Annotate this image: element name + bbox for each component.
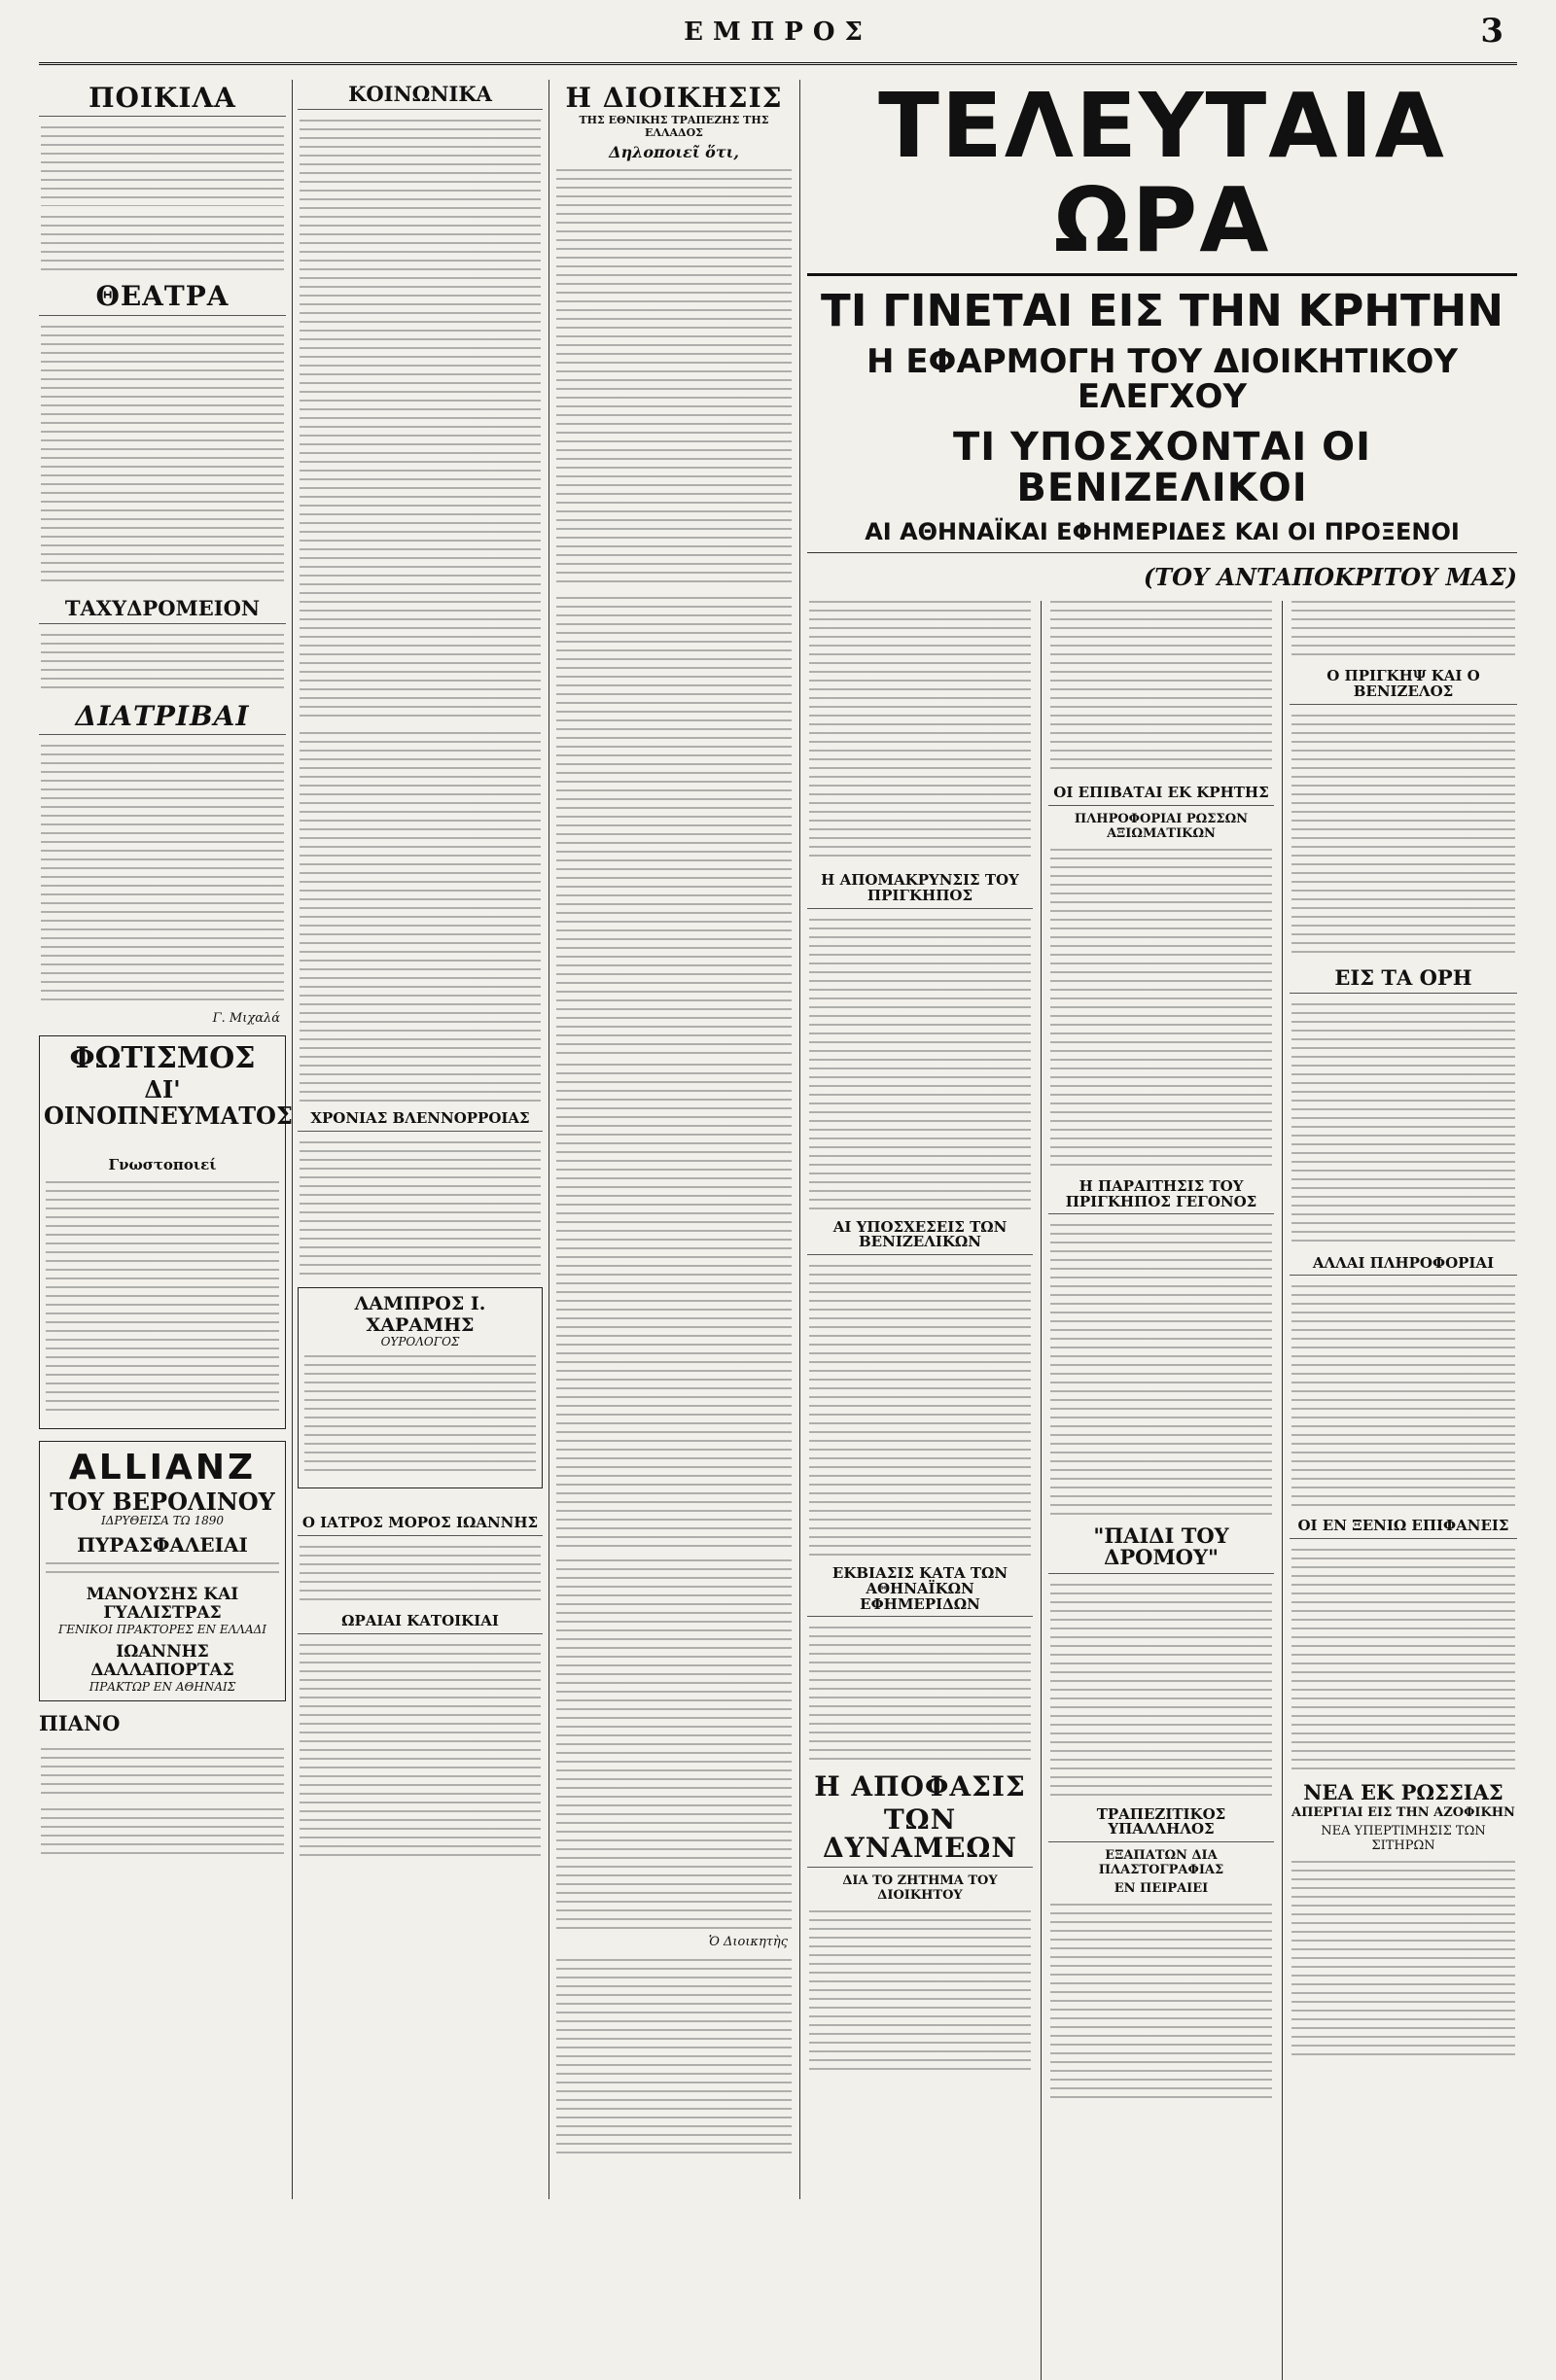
article-body	[1050, 1584, 1272, 1798]
article-body	[1050, 849, 1272, 1170]
article-body	[1291, 715, 1515, 958]
ad-title: ΦΩΤΙΣΜΟΣ	[69, 1041, 256, 1076]
section-heading-poikila: ΠΟΙΚΙΛΑ	[39, 84, 286, 117]
section-subheading: ΠΛΗΡΟΦΟΡΙΑΙ ΡΩΣΣΩΝ ΑΞΙΩΜΑΤΙΚΩΝ	[1074, 811, 1249, 841]
ad-body	[46, 1181, 279, 1413]
article-body	[300, 120, 541, 722]
ad-agent-2-sub: ΠΡΑΚΤΩΡ ΕΝ ΑΘΗΝΑΙΣ	[88, 1679, 236, 1694]
xaramis-advertisement	[298, 1287, 543, 1488]
section-heading-apofasis: Η ΑΠΟΦΑΣΙΣ	[814, 1770, 1026, 1803]
article-signature: Γ. Μιχαλά	[212, 1011, 280, 1027]
column-rule	[548, 80, 549, 2199]
article-body	[556, 169, 792, 587]
section-heading-allai: ΑΛΛΑΙ ΠΛΗΡΟΦΟΡΙΑΙ	[1290, 1256, 1517, 1277]
article-body	[41, 216, 284, 272]
section-heading-nea: ΝΕΑ ΕΚ ΡΩΣΣΙΑΣ	[1303, 1780, 1503, 1805]
ad-brand: ALLIANZ	[68, 1448, 257, 1488]
section-heading-epivatai: ΟΙ ΕΠΙΒΑΤΑΙ ΕΚ ΚΡΗΤΗΣ	[1048, 786, 1274, 806]
lead-column-2	[1048, 601, 1274, 2380]
section-subheading: ΤΗΣ ΕΘΝΙΚΗΣ ΤΡΑΠΕΖΗΣ ΤΗΣ ΕΛΛΑΔΟΣ	[579, 114, 769, 140]
article-body	[556, 597, 792, 1054]
lead-byline: (ΤΟΥ ΑΝΤΑΠΟΚΡΙΤΟΥ ΜΑΣ)	[1143, 563, 1517, 591]
section-heading-dioikisis: Η ΔΙΟΙΚΗΣΙΣ	[565, 82, 783, 114]
column-rule	[1282, 601, 1283, 2380]
ad-agents: ΜΑΝΟΥΣΗΣ ΚΑΙ ΓΥΑΛΙΣΤΡΑΣ	[86, 1584, 239, 1624]
ad-name: ΛΑΜΠΡΟΣ Ι. ΧΑΡΑΜΗΣ	[354, 1292, 486, 1336]
article-body	[1291, 1003, 1515, 1246]
ad-title: ΟΥΡΟΛΟΓΟΣ	[380, 1335, 460, 1349]
lead-columns	[807, 601, 1517, 2380]
article-body	[1291, 1549, 1515, 1772]
ad-announcement: Γνωστοποιεί	[108, 1155, 217, 1173]
allianz-advertisement	[39, 1441, 286, 1701]
section-heading-paraitisis: Η ΠΑΡΑΙΤΗΣΙΣ ΤΟΥ ΠΡΙΓΚΗΠΟΣ ΓΕΓΟΝΟΣ	[1048, 1179, 1274, 1215]
article-body	[300, 732, 541, 1102]
article-body	[809, 1910, 1031, 2076]
section-heading-taxydromeion: ΤΑΧΥΔΡΟΜΕΙΟΝ	[39, 598, 286, 624]
section-heading-trapezikos: ΤΡΑΠΕΖΙΤΙΚΟΣ ΥΠΑΛΛΗΛΟΣ	[1048, 1807, 1274, 1843]
fotismos-advertisement	[39, 1035, 293, 1429]
article-signature: Ὁ Διοικητὴς	[708, 1935, 788, 1950]
masthead	[39, 8, 1517, 65]
ad-agents-sub: ΓΕΝΙΚΟΙ ΠΡΑΚΤΟΡΕΣ ΕΝ ΕΛΛΑΔΙ	[57, 1623, 267, 1637]
classified-body	[556, 1959, 792, 2153]
article-body	[1291, 1285, 1515, 1509]
lead-subheadline: Η ΕΦΑΡΜΟΓΗ ΤΟΥ ΔΙΟΙΚΗΤΙΚΟΥ ΕΛΕΓΧΟΥ	[866, 342, 1458, 417]
lead-column-1	[807, 601, 1033, 2380]
ad-body	[46, 1562, 279, 1576]
ad-city: ΤΟΥ ΒΕΡΟΛΙΝΟΥ	[50, 1487, 275, 1516]
ad-subtitle: ΔΙ' ΟΙΝΟΠΝΕΥΜΑΤΟΣ	[44, 1074, 293, 1131]
classified-piano: ΠΙΑΝΟ	[39, 1710, 121, 1735]
column-rule	[292, 80, 293, 2199]
column-2	[298, 80, 543, 2199]
ad-founded: ΙΔΡΥΘΕΙΣΑ ΤΩ 1890	[100, 1514, 224, 1528]
article-body	[809, 1265, 1031, 1557]
section-heading-ori: ΕΙΣ ΤΑ ΟΡΗ	[1290, 967, 1517, 994]
lead-banner: ΤΕΛΕΥΤΑΙΑ ΩΡΑ	[807, 80, 1517, 276]
section-heading-prigkips: Ο ΠΡΙΓΚΗΨ ΚΑΙ Ο ΒΕΝΙΖΕΛΟΣ	[1290, 669, 1517, 705]
article-body	[1050, 601, 1272, 776]
article-body	[41, 634, 284, 692]
ad-type: ΠΥΡΑΣΦΑΛΕΙΑΙ	[77, 1532, 248, 1557]
article-body	[556, 1064, 792, 1550]
section-heading-diatrivai: ΔΙΑΤΡΙΒΑΙ	[39, 702, 286, 735]
section-lead: Δηλοποιεῖ ὅτι,	[609, 143, 739, 162]
section-heading-xenoi: ΟΙ ΕΝ ΞΕΝΙΩ ΕΠΙΦΑΝΕΙΣ	[1290, 1519, 1517, 1539]
article-body	[1291, 1861, 1515, 2055]
article-body	[41, 326, 284, 588]
article-body	[1050, 1224, 1272, 1516]
section-heading-theatra: ΘΕΑΤΡΑ	[39, 282, 286, 315]
article-body	[300, 1141, 541, 1278]
column-1	[39, 80, 293, 2199]
section-subheading: ΕΞΑΠΑΤΩΝ ΔΙΑ ΠΛΑΣΤΟΓΡΑΦΙΑΣ	[1098, 1848, 1224, 1878]
classified-body	[41, 1748, 284, 1799]
lead-headline: ΤΙ ΓΙΝΕΤΑΙ ΕΙΣ ΤΗΝ ΚΡΗΤΗΝ	[821, 285, 1503, 337]
article-body	[41, 126, 284, 206]
newspaper-title: ΕΜΠΡΟΣ	[684, 18, 872, 47]
classified-body	[41, 1808, 284, 1857]
lead-story	[807, 74, 1517, 2199]
column-rule	[1041, 601, 1042, 2380]
lead-column-3	[1290, 601, 1517, 2380]
section-subheading: ΕΝ ΠΕΙΡΑΙΕΙ	[1114, 1881, 1209, 1897]
article-body	[300, 1644, 541, 1858]
column-rule	[799, 80, 800, 2199]
article-body	[41, 745, 284, 1005]
article-body	[300, 1546, 541, 1604]
article-body	[1291, 601, 1515, 659]
section-subheading: ΝΕΑ ΥΠΕΡΤΙΜΗΣΙΣ ΤΩΝ ΣΙΤΗΡΩΝ	[1321, 1824, 1486, 1854]
article-body	[809, 919, 1031, 1210]
ad-agent-2: ΙΩΑΝΝΗΣ ΔΑΛΛΑΠΟΡΤΑΣ	[90, 1641, 234, 1681]
section-heading-koinonika: ΚΟΙΝΩΝΙΚΑ	[298, 84, 543, 110]
section-heading-ekviasis: ΕΚΒΙΑΣΙΣ ΚΑΤΑ ΤΩΝ ΑΘΗΝΑΪΚΩΝ ΕΦΗΜΕΡΙΔΩΝ	[807, 1566, 1033, 1617]
section-heading-apofasis-2: ΤΩΝ ΔΥΝΑΜΕΩΝ	[807, 1805, 1033, 1868]
article-body	[809, 601, 1031, 863]
section-heading-apomakrynsis: Η ΑΠΟΜΑΚΡΥΝΣΙΣ ΤΟΥ ΠΡΙΓΚΗΠΟΣ	[807, 873, 1033, 909]
section-heading-paidi: "ΠΑΙΔΙ ΤΟΥ ΔΡΟΜΟΥ"	[1048, 1525, 1274, 1573]
column-3	[554, 80, 794, 2199]
ad-body	[304, 1355, 536, 1472]
lead-subheadline: ΑΙ ΑΘΗΝΑΪΚΑΙ ΕΦΗΜΕΡΙΔΕΣ ΚΑΙ ΟΙ ΠΡΟΞΕΝΟΙ	[807, 520, 1517, 553]
article-body	[556, 1559, 792, 1929]
section-heading-yposxeseis: ΑΙ ΥΠΟΣΧΕΣΕΙΣ ΤΩΝ ΒΕΝΙΖΕΛΙΚΩΝ	[807, 1220, 1033, 1256]
lead-subheadline: ΤΙ ΥΠΟΣΧΟΝΤΑΙ ΟΙ ΒΕΝΙΖΕΛΙΚΟΙ	[952, 424, 1372, 510]
section-subheading: ΔΙΑ ΤΟ ΖΗΤΗΜΑ ΤΟΥ ΔΙΟΙΚΗΤΟΥ	[842, 1872, 998, 1903]
section-heading-xronies: ΧΡΟΝΙΑΣ ΒΛΕΝΝΟΡΡΟΙΑΣ	[298, 1111, 543, 1132]
article-body	[1050, 1904, 1272, 2098]
section-subheading: ΑΠΕΡΓΙΑΙ ΕΙΣ ΤΗΝ ΑΖΟΦΙΚΗΝ	[1291, 1805, 1515, 1821]
article-body	[809, 1627, 1031, 1763]
page-number: 3	[1480, 12, 1503, 51]
section-heading-ioannis: Ο ΙΑΤΡΟΣ ΜΟΡΟΣ ΙΩΑΝΝΗΣ	[298, 1516, 543, 1536]
section-heading-katoikiai: ΩΡΑΙΑΙ ΚΑΤΟΙΚΙΑΙ	[298, 1614, 543, 1634]
